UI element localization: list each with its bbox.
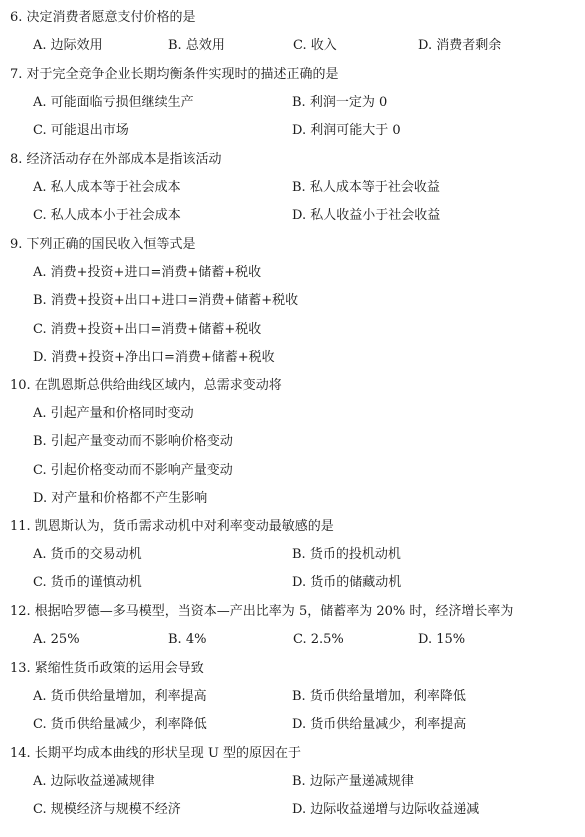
option-b[interactable]: B. 消费+投资+出口+进口=消费+储蓄+税收: [33, 293, 299, 309]
option-d[interactable]: D. 边际收益递增与边际收益递减: [292, 802, 480, 818]
question-stem: 6. 决定消费者愿意支付价格的是: [10, 10, 196, 25]
option-c[interactable]: C. 收入: [293, 38, 337, 54]
option-b[interactable]: B. 利润一定为 0: [292, 95, 388, 111]
option-b[interactable]: B. 边际产量递减规律: [292, 774, 414, 790]
option-c[interactable]: C. 消费+投资+出口=消费+储蓄+税收: [33, 321, 262, 337]
option-d[interactable]: D. 消费+投资+净出口=消费+储蓄+税收: [33, 349, 275, 365]
question-stem: 14. 长期平均成本曲线的形状呈现 U 型的原因在于: [10, 746, 302, 761]
question-stem: 8. 经济活动存在外部成本是指该活动: [10, 152, 222, 167]
option-a[interactable]: A. 消费+投资+进口=消费+储蓄+税收: [33, 265, 262, 281]
question-stem: 13. 紧缩性货币政策的运用会导致: [10, 661, 204, 676]
option-d[interactable]: D. 货币供给量减少，利率提高: [292, 717, 467, 733]
option-c[interactable]: C. 私人成本小于社会成本: [33, 208, 181, 224]
option-b[interactable]: B. 总效用: [168, 38, 225, 54]
option-c[interactable]: C. 可能退出市场: [33, 123, 129, 139]
option-c[interactable]: C. 货币的谨慎动机: [33, 575, 142, 591]
option-d[interactable]: D. 15%: [418, 632, 466, 648]
option-d[interactable]: D. 消费者剩余: [418, 38, 502, 54]
option-a[interactable]: A. 可能面临亏损但继续生产: [33, 95, 194, 111]
option-a[interactable]: A. 边际收益递减规律: [33, 774, 155, 790]
question-stem: 11. 凯恩斯认为，货币需求动机中对利率变动最敏感的是: [10, 519, 334, 534]
option-c[interactable]: C. 货币供给量减少，利率降低: [33, 717, 207, 733]
option-a[interactable]: A. 货币的交易动机: [33, 547, 142, 563]
option-b[interactable]: B. 引起产量变动而不影响价格变动: [33, 434, 233, 450]
option-a[interactable]: A. 25%: [33, 632, 80, 648]
option-b[interactable]: B. 货币的投机动机: [292, 547, 401, 563]
option-d[interactable]: D. 私人收益小于社会收益: [292, 208, 441, 224]
question-stem: 10. 在凯恩斯总供给曲线区域内，总需求变动将: [10, 378, 282, 393]
option-a[interactable]: A. 货币供给量增加，利率提高: [33, 689, 207, 705]
option-d[interactable]: D. 对产量和价格都不产生影响: [33, 490, 208, 506]
option-a[interactable]: A. 私人成本等于社会成本: [33, 180, 181, 196]
option-c[interactable]: C. 规模经济与规模不经济: [33, 802, 181, 818]
option-a[interactable]: A. 边际效用: [33, 38, 103, 54]
option-b[interactable]: B. 货币供给量增加，利率降低: [292, 689, 466, 705]
question-stem: 7. 对于完全竞争企业长期均衡条件实现时的描述正确的是: [10, 67, 339, 82]
question-stem: 9. 下列正确的国民收入恒等式是: [10, 237, 196, 252]
question-stem: 12. 根据哈罗德—多马模型，当资本—产出比率为 5，储蓄率为 20% 时，经济增长率为: [10, 604, 514, 619]
option-a[interactable]: A. 引起产量和价格同时变动: [33, 406, 194, 422]
option-d[interactable]: D. 货币的储藏动机: [292, 575, 402, 591]
option-c[interactable]: C. 引起价格变动而不影响产量变动: [33, 462, 233, 478]
option-d[interactable]: D. 利润可能大于 0: [292, 123, 401, 139]
option-c[interactable]: C. 2.5%: [293, 632, 344, 648]
option-b[interactable]: B. 私人成本等于社会收益: [292, 180, 440, 196]
option-b[interactable]: B. 4%: [168, 632, 207, 648]
